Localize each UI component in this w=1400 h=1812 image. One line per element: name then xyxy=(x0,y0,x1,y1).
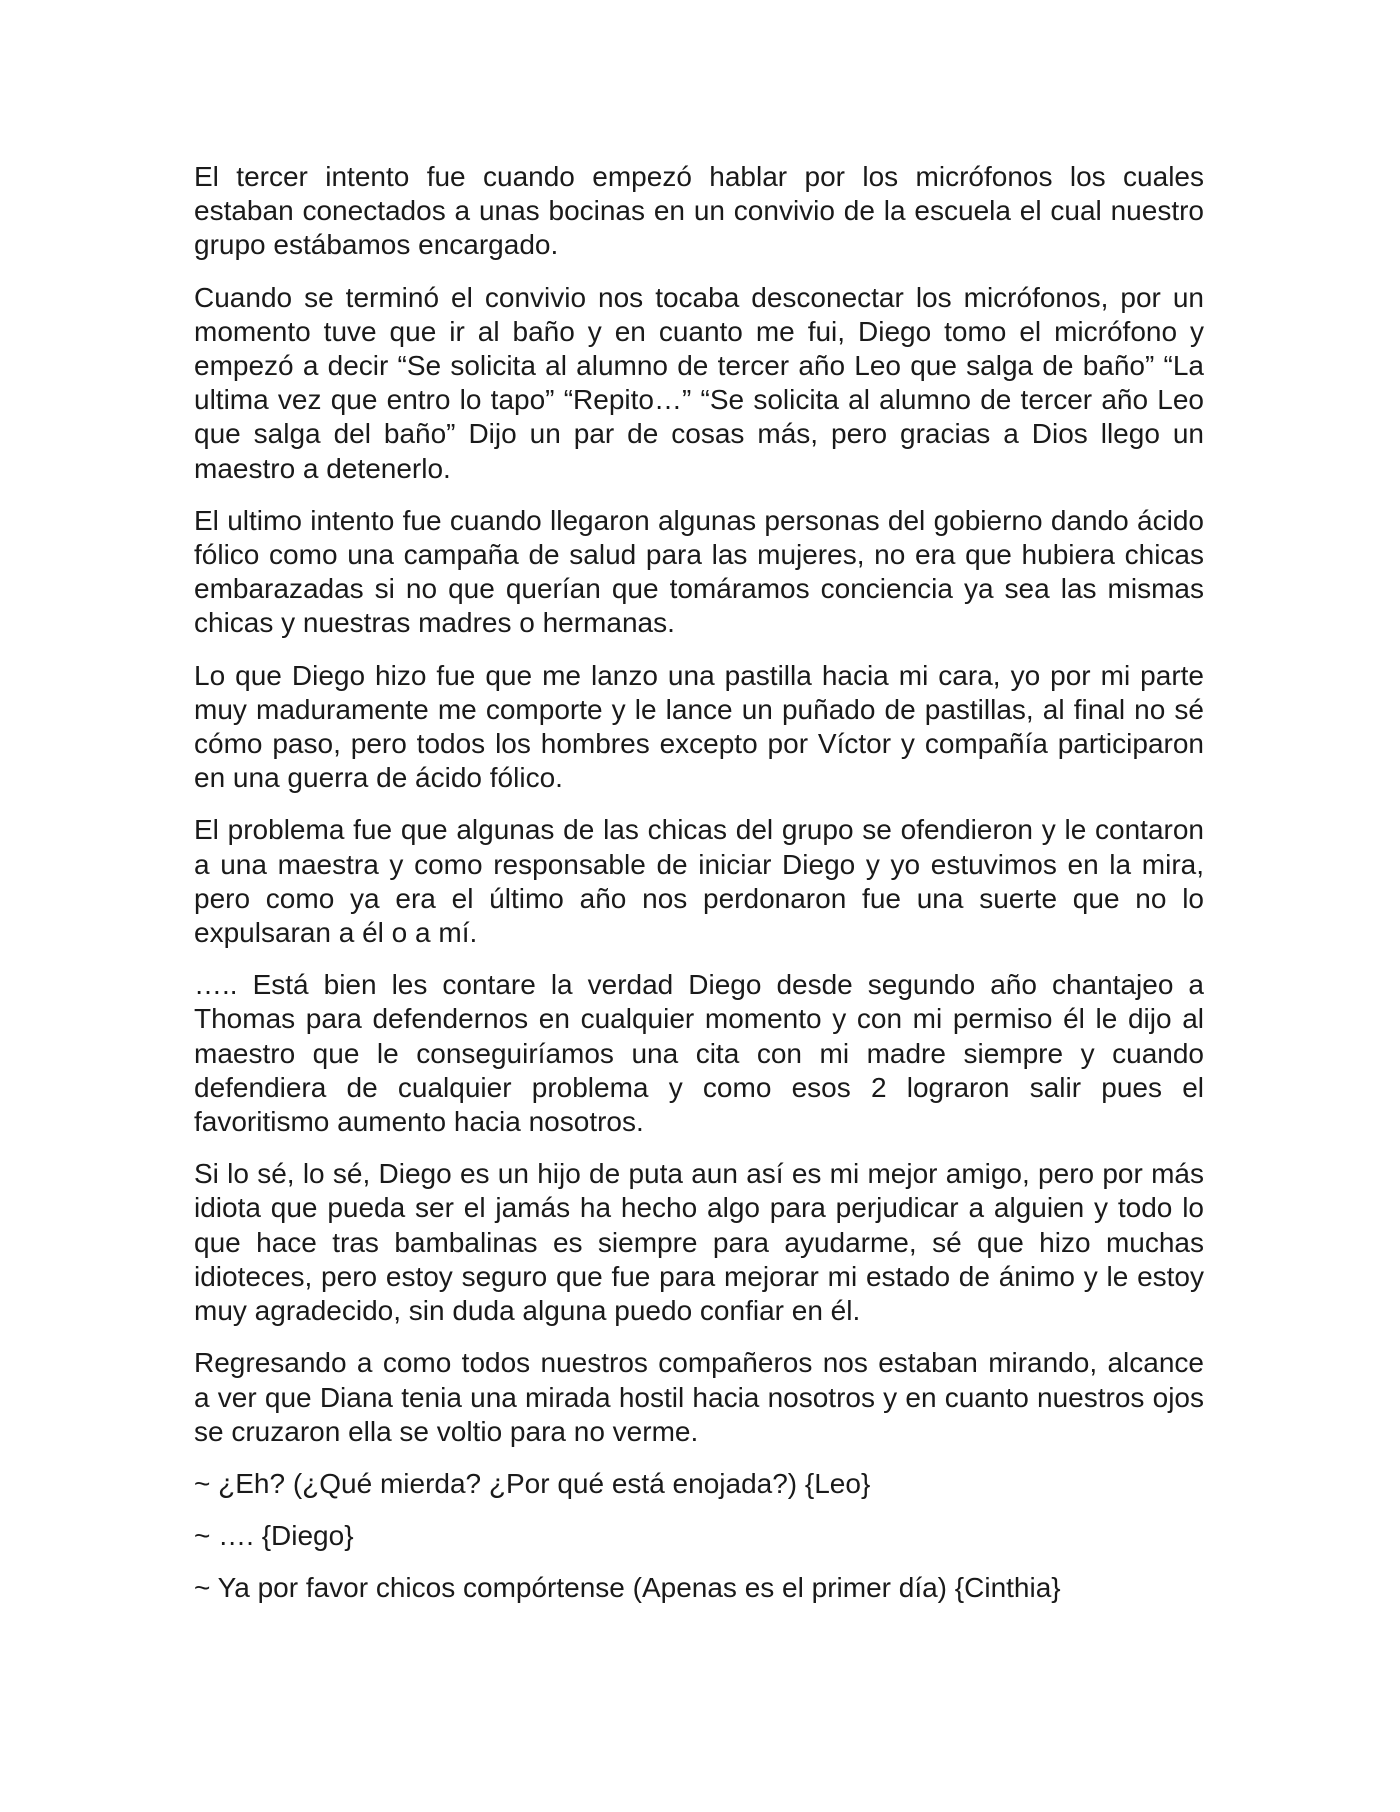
document-page xyxy=(194,160,1204,1624)
paragraph-1: El tercer intento fue cuando empezó hablar por los micrófonos los cuales estaban conectados a unas bocinas en un convivio de la escuela el cual nuestro grupo estábamos encargado. xyxy=(194,161,1204,261)
paragraph-6: ….. Está bien les contare la verdad Diego desde segundo año chantajeo a Thomas para defendernos en cualquier momento y con mi permiso él le dijo al maestro que le conseguiríamos una cita con mi madre siempre y cuando defendiera de cualquier problema y como esos 2 lograron salir pues el favoritismo aumento hacia nosotros. xyxy=(194,969,1204,1138)
paragraph-2: Cuando se terminó el convivio nos tocaba desconectar los micrófonos, por un momento tuve que ir al baño y en cuanto me fui, Diego tomo el micrófono y empezó a decir “Se solicita al alumno de tercer año Leo que salga de baño” “La ultima vez que entro lo tapo” “Repito…” “Se solicita al alumno de tercer año Leo que salga del baño” Dijo un par de cosas más, pero gracias a Dios llego un maestro a detenerlo. xyxy=(194,281,1204,484)
paragraph-3: El ultimo intento fue cuando llegaron algunas personas del gobierno dando ácido fólico como una campaña de salud para las mujeres, no era que hubiera chicas embarazadas si no que querían que tomáramos conciencia ya sea las mismas chicas y nuestras madres o hermanas. xyxy=(194,504,1204,639)
dialogue-line-leo: ~ ¿Eh? (¿Qué mierda? ¿Por qué está enojada?) {Leo} xyxy=(194,1467,871,1499)
paragraph-8: Regresando a como todos nuestros compañeros nos estaban mirando, alcance a ver que Diana tenia una mirada hostil hacia nosotros y en cuanto nuestros ojos se cruzaron ella se voltio para no verme. xyxy=(194,1347,1204,1447)
paragraph-5: El problema fue que algunas de las chicas del grupo se ofendieron y le contaron a una maestra y como responsable de iniciar Diego y yo estuvimos en la mira, pero como ya era el último año nos perdonaron fue una suerte que no lo expulsaran a él o a mí. xyxy=(194,814,1204,949)
dialogue-line-cinthia: ~ Ya por favor chicos compórtense (Apenas es el primer día) {Cinthia} xyxy=(194,1572,1061,1604)
paragraph-7: Si lo sé, lo sé, Diego es un hijo de puta aun así es mi mejor amigo, pero por más idiota que pueda ser el jamás ha hecho algo para perjudicar a alguien y todo lo que hace tras bambalinas es siempre para ayudarme, sé que hizo muchas idioteces, pero estoy seguro que fue para mejorar mi estado de ánimo y le estoy muy agradecido, sin duda alguna puedo confiar en él. xyxy=(194,1158,1204,1327)
dialogue-line-diego: ~ …. {Diego} xyxy=(194,1520,354,1552)
paragraph-4: Lo que Diego hizo fue que me lanzo una pastilla hacia mi cara, yo por mi parte muy maduramente me comporte y le lance un puñado de pastillas, al final no sé cómo paso, pero todos los hombres excepto por Víctor y compañía participaron en una guerra de ácido fólico. xyxy=(194,659,1204,794)
